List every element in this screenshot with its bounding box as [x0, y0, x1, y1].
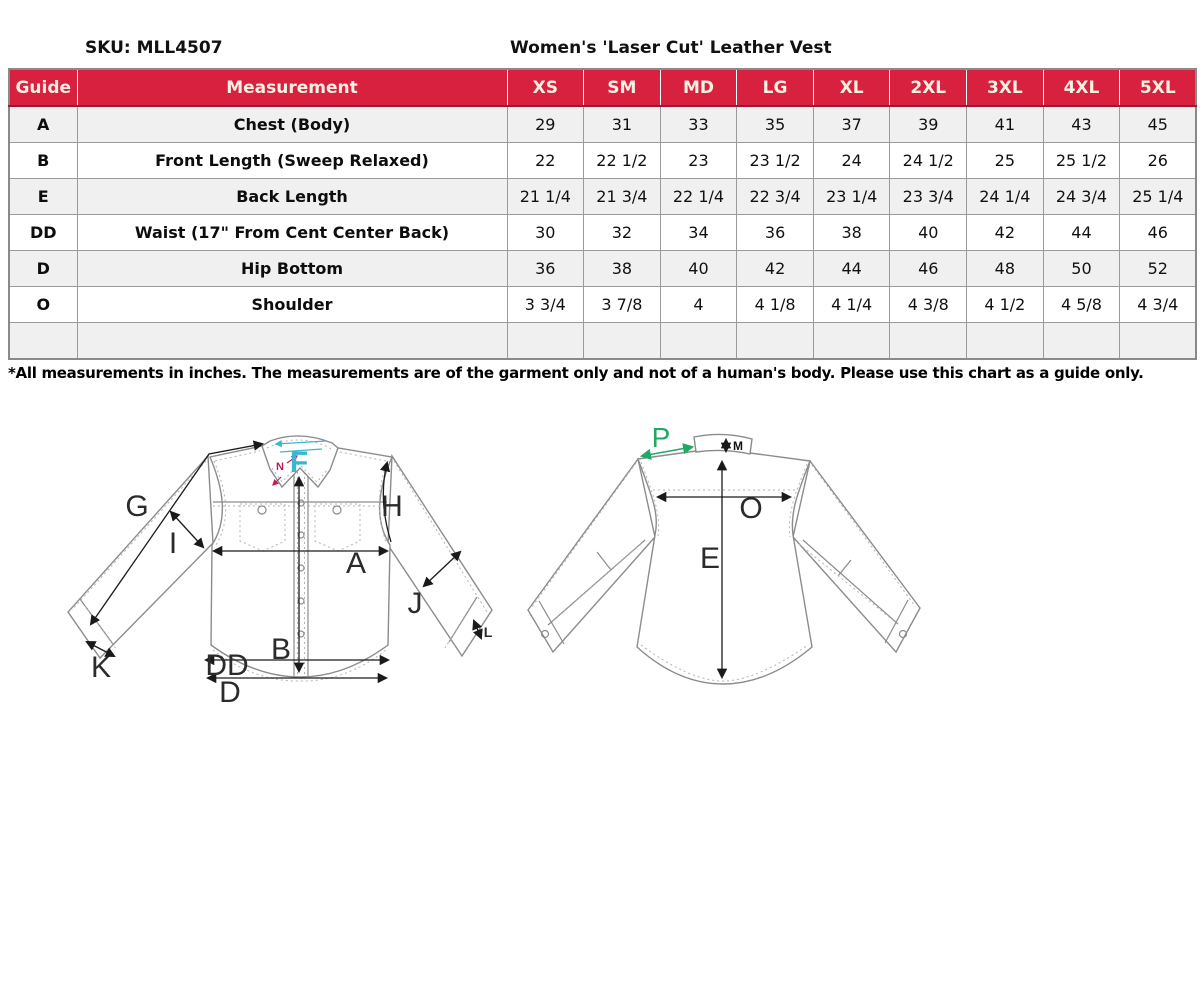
front-label-B: B [270, 633, 292, 666]
value-cell: 42 [737, 251, 814, 287]
value-cell: 26 [1120, 143, 1197, 179]
value-cell [890, 323, 967, 360]
size-chart-table [8, 68, 1197, 360]
garment-measurement-diagram [0, 408, 1200, 728]
back-label-P: P [651, 422, 671, 453]
value-cell: 4 1/2 [967, 287, 1044, 323]
value-cell: 36 [507, 251, 584, 287]
guide-cell: E [9, 179, 77, 215]
value-cell: 42 [967, 215, 1044, 251]
table-body [9, 106, 1196, 359]
value-cell: 22 [507, 143, 584, 179]
value-cell: 22 1/4 [660, 179, 737, 215]
value-cell: 4 3/8 [890, 287, 967, 323]
value-cell: 24 1/4 [967, 179, 1044, 215]
value-cell: 23 1/4 [813, 179, 890, 215]
column-header-2xl: 2XL [890, 69, 967, 106]
table-row [9, 323, 1196, 360]
measurement-cell: Shoulder [77, 287, 507, 323]
sku-label: SKU: MLL4507 [85, 38, 223, 58]
value-cell: 30 [507, 215, 584, 251]
table-row [9, 287, 1196, 323]
value-cell [1043, 323, 1120, 360]
value-cell: 21 1/4 [507, 179, 584, 215]
value-cell: 24 [813, 143, 890, 179]
disclaimer-note: *All measurements in inches. The measurements are of the garment only and not of a human's body. Please use this chart as a guide only. [8, 364, 1144, 382]
value-cell: 36 [737, 215, 814, 251]
value-cell: 25 [967, 143, 1044, 179]
value-cell: 4 5/8 [1043, 287, 1120, 323]
value-cell: 33 [660, 106, 737, 143]
front-view-garment [68, 436, 493, 709]
value-cell: 4 3/4 [1120, 287, 1197, 323]
measurement-cell [77, 323, 507, 360]
column-header-sm: SM [584, 69, 661, 106]
measurement-cell: Hip Bottom [77, 251, 507, 287]
value-cell [813, 323, 890, 360]
value-cell: 32 [584, 215, 661, 251]
front-label-H: H [381, 490, 403, 523]
front-label-J: J [407, 587, 423, 620]
front-label-G: G [125, 490, 149, 523]
guide-cell: B [9, 143, 77, 179]
value-cell: 46 [1120, 215, 1197, 251]
back-body [637, 449, 812, 684]
column-header-md: MD [660, 69, 737, 106]
front-label-I: I [168, 527, 178, 560]
value-cell: 25 1/2 [1043, 143, 1120, 179]
value-cell: 52 [1120, 251, 1197, 287]
value-cell: 21 3/4 [584, 179, 661, 215]
value-cell: 31 [584, 106, 661, 143]
measurement-cell: Waist (17" From Cent Center Back) [77, 215, 507, 251]
value-cell: 38 [584, 251, 661, 287]
value-cell: 35 [737, 106, 814, 143]
value-cell: 44 [813, 251, 890, 287]
table-row [9, 251, 1196, 287]
front-label-F: F [289, 446, 309, 479]
value-cell: 22 1/2 [584, 143, 661, 179]
column-header-3xl: 3XL [967, 69, 1044, 106]
back-right-sleeve [793, 461, 920, 652]
value-cell [507, 323, 584, 360]
value-cell: 41 [967, 106, 1044, 143]
value-cell [967, 323, 1044, 360]
value-cell [584, 323, 661, 360]
back-label-E: E [699, 542, 721, 575]
back-left-sleeve [528, 459, 655, 652]
table-row [9, 106, 1196, 143]
column-header-guide: Guide [9, 69, 77, 106]
column-header-4xl: 4XL [1043, 69, 1120, 106]
front-label-D: D [219, 676, 241, 709]
value-cell: 4 1/8 [737, 287, 814, 323]
table-row [9, 179, 1196, 215]
value-cell: 44 [1043, 215, 1120, 251]
value-cell: 50 [1043, 251, 1120, 287]
value-cell: 37 [813, 106, 890, 143]
value-cell: 22 3/4 [737, 179, 814, 215]
value-cell: 4 [660, 287, 737, 323]
value-cell: 24 3/4 [1043, 179, 1120, 215]
table-header-row [9, 69, 1196, 106]
value-cell: 3 3/4 [507, 287, 584, 323]
value-cell: 25 1/4 [1120, 179, 1197, 215]
value-cell: 23 1/2 [737, 143, 814, 179]
value-cell: 43 [1043, 106, 1120, 143]
front-label-K: K [90, 651, 112, 684]
front-label-L: L [483, 624, 493, 640]
value-cell: 23 3/4 [890, 179, 967, 215]
value-cell: 45 [1120, 106, 1197, 143]
front-left-sleeve [68, 456, 213, 658]
value-cell: 48 [967, 251, 1044, 287]
column-header-xs: XS [507, 69, 584, 106]
column-header-measurement: Measurement [77, 69, 507, 106]
back-label-O: O [739, 492, 763, 525]
product-title: Women's 'Laser Cut' Leather Vest [510, 38, 832, 58]
guide-cell: O [9, 287, 77, 323]
value-cell: 38 [813, 215, 890, 251]
value-cell: 39 [890, 106, 967, 143]
value-cell: 34 [660, 215, 737, 251]
value-cell: 4 1/4 [813, 287, 890, 323]
value-cell [660, 323, 737, 360]
value-cell: 40 [890, 215, 967, 251]
value-cell: 29 [507, 106, 584, 143]
column-header-5xl: 5XL [1120, 69, 1197, 106]
table-row [9, 215, 1196, 251]
measurement-cell: Back Length [77, 179, 507, 215]
value-cell [737, 323, 814, 360]
back-collar-band [694, 434, 752, 454]
column-header-lg: LG [737, 69, 814, 106]
guide-cell [9, 323, 77, 360]
guide-cell: DD [9, 215, 77, 251]
measurement-cell: Front Length (Sweep Relaxed) [77, 143, 507, 179]
measurement-cell: Chest (Body) [77, 106, 507, 143]
value-cell: 46 [890, 251, 967, 287]
table-row [9, 143, 1196, 179]
guide-cell: A [9, 106, 77, 143]
value-cell [1120, 323, 1197, 360]
back-label-M: M [733, 439, 743, 453]
front-label-N: N [276, 461, 284, 473]
value-cell: 3 7/8 [584, 287, 661, 323]
guide-cell: D [9, 251, 77, 287]
column-header-xl: XL [813, 69, 890, 106]
value-cell: 24 1/2 [890, 143, 967, 179]
back-view-garment [528, 422, 920, 684]
front-label-DD: DD [205, 649, 249, 682]
front-label-A: A [345, 547, 367, 580]
value-cell: 23 [660, 143, 737, 179]
value-cell: 40 [660, 251, 737, 287]
